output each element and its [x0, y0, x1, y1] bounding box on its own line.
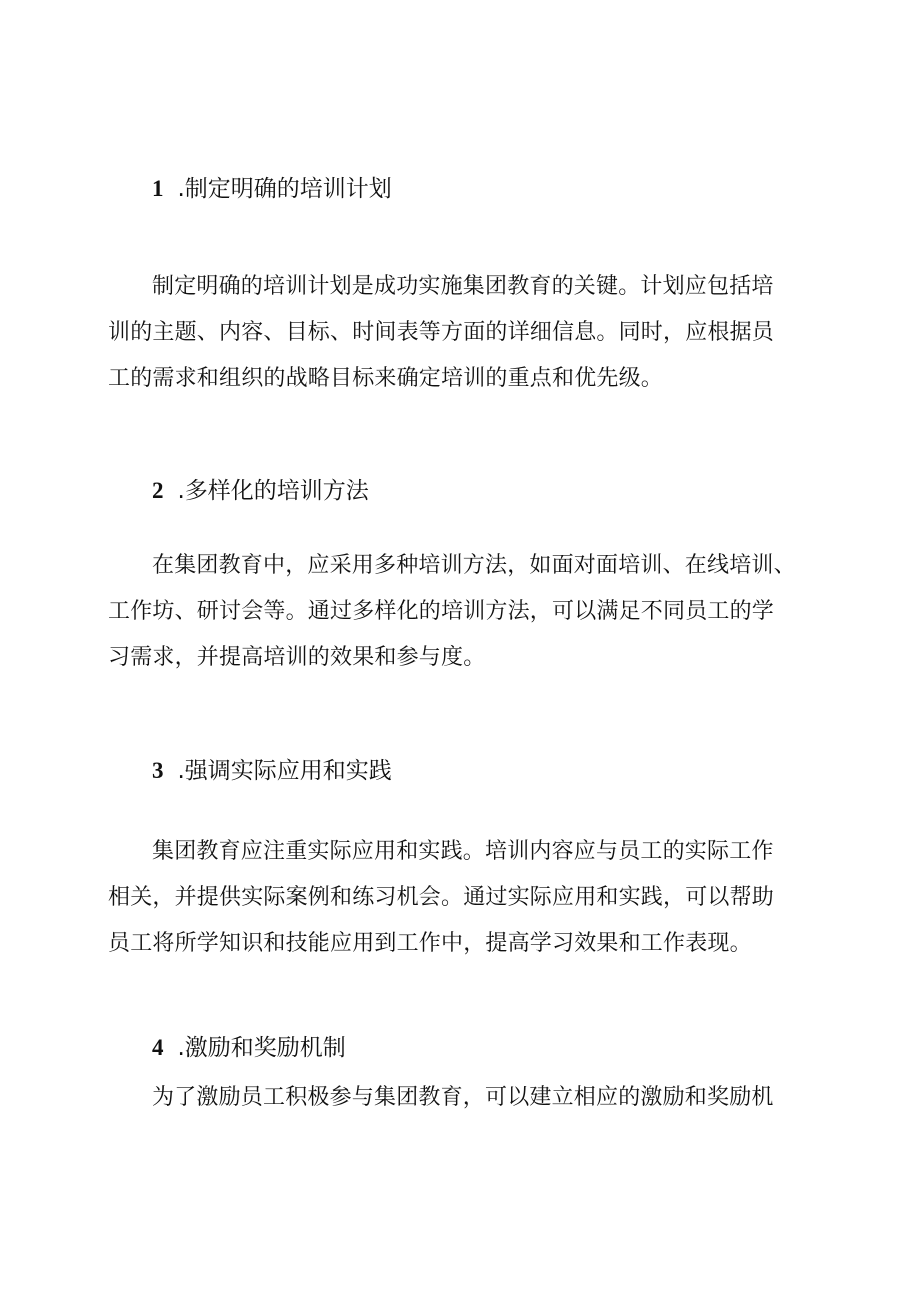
- paragraph-line: 训的主题、内容、目标、时间表等方面的详细信息。同时，应根据员: [108, 320, 775, 345]
- paragraph-line: 在集团教育中，应采用多种培训方法，如面对面培训、在线培训、: [152, 553, 796, 578]
- section-paragraph-4: [108, 1075, 808, 1121]
- paragraph-line: 习需求，并提高培训的效果和参与度。: [108, 645, 486, 670]
- paragraph-line: 集团教育应注重实际应用和实践。培训内容应与员工的实际工作: [152, 839, 774, 864]
- section-number: 4: [152, 1035, 164, 1060]
- paragraph-line: 员工将所学知识和技能应用到工作中，提高学习效果和工作表现。: [108, 931, 752, 956]
- section-number: 1: [152, 176, 164, 201]
- section-number: 2: [152, 478, 164, 503]
- paragraph-line: 相关，并提供实际案例和练习机会。通过实际应用和实践，可以帮助: [108, 885, 775, 910]
- section-title: .强调实际应用和实践: [177, 758, 392, 784]
- paragraph-line: 制定明确的培训计划是成功实施集团教育的关键。计划应包括培: [152, 274, 774, 299]
- section-paragraph-2: [108, 543, 808, 681]
- paragraph-line: 为了激励员工积极参与集团教育，可以建立相应的激励和奖励机: [152, 1085, 774, 1110]
- section-heading-1: [152, 174, 392, 204]
- section-title: .激励和奖励机制: [177, 1035, 346, 1061]
- section-heading-2: [152, 476, 369, 506]
- section-heading-4: [152, 1033, 346, 1063]
- section-heading-3: [152, 756, 392, 786]
- section-number: 3: [152, 758, 164, 783]
- section-paragraph-3: [108, 829, 808, 967]
- section-title: .制定明确的培训计划: [177, 176, 392, 202]
- section-paragraph-1: [108, 264, 808, 402]
- paragraph-line: 工的需求和组织的战略目标来确定培训的重点和优先级。: [108, 366, 664, 391]
- section-title: .多样化的培训方法: [177, 478, 369, 504]
- paragraph-line: 工作坊、研讨会等。通过多样化的培训方法，可以满足不同员工的学: [108, 599, 775, 624]
